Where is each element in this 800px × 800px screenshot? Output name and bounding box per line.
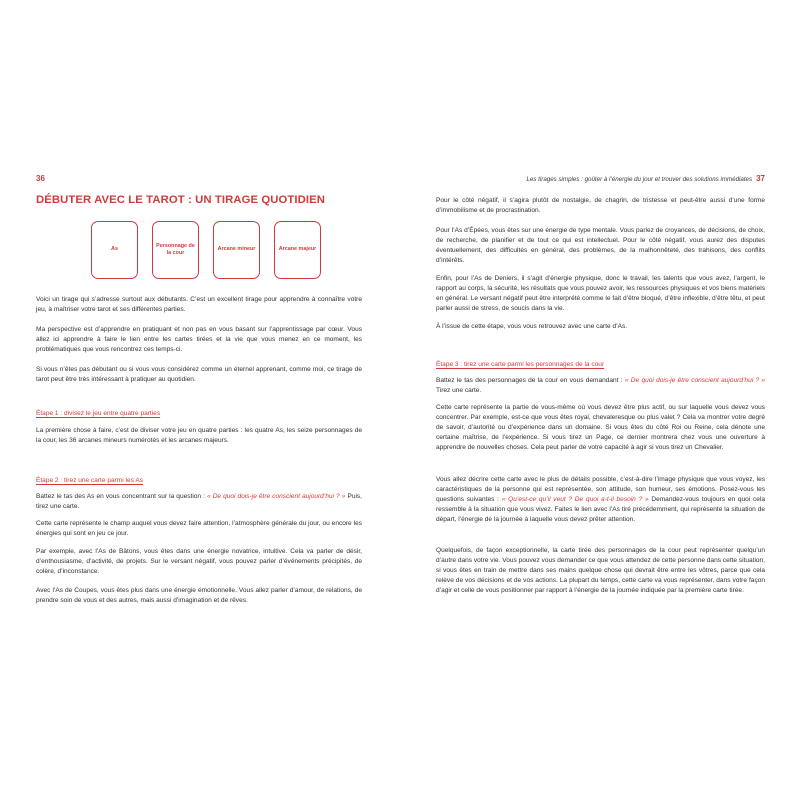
paragraph: Par exemple, avec l’As de Bâtons, vous êtes dans une énergie novatrice, intuitive. Cela va parler de désir, d’enthousiasme, d’activité, de projets. Sur le versant négatif, vous pouvez parler d’événements précipités, de colère, d’inconstance. [36, 548, 362, 576]
question-quote: « De quoi dois-je être conscient aujourd’hui ? » [624, 377, 765, 384]
page-number: 36 [36, 174, 45, 183]
step-heading: Étape 1 : divisez le jeu entre quatre parties [36, 410, 161, 417]
paragraph: Battez le tas des personnages de la cour en vous demandant : « De quoi dois-je être conscient aujourd’hui ? » Tirez une carte. [436, 377, 765, 395]
paragraph: Avec l’As de Coupes, vous êtes plus dans une énergie émotionnelle. Vous allez parler d’amour, de relations, de prendre soin de vous et des autres, mais aussi d’imagination et de rêves. [36, 587, 362, 605]
card-spread [91, 221, 341, 283]
question-quote: « Qu’est-ce qu’il veut ? De quoi a-t-il besoin ? » [501, 496, 649, 504]
chapter-title: DÉBUTER AVEC LE TAROT : UN TIRAGE QUOTIDIEN [36, 194, 326, 206]
paragraph: Pour l’As d’Épées, vous êtes sur une énergie de type mentale. Vous parlez de croyances, de décisions, de choix, de recherche, de planifier et de tout ce qui est intellectuel. Pour le côté négatif, vous aurez des disputes éventuellement, des difficultés en général, des problèmes, de la malhonnêteté, des trahisons, des conflits d’intérêts. [436, 227, 765, 265]
page-number: 37 [756, 174, 765, 183]
card-arcane-mineur: Arcane mineur [213, 221, 260, 279]
question-quote: « De quoi dois-je être conscient aujourd’hui ? » [207, 493, 346, 500]
paragraph: La première chose à faire, c’est de diviser votre jeu en quatre parties : les quatre As, les seize personnages de la cour, les 36 arcanes mineurs numérotés et les arcanes majeurs. [36, 427, 362, 445]
running-head: Les tirages simples : goûter à l’énergie du jour et trouver des solutions immédiates 37 [526, 174, 765, 183]
paragraph: Si vous n’êtes pas débutant ou si vous vous considérez comme un éternel apprenant, comme moi, ce tirage de tarot peut être très intéressant à pratiquer au quotidien. [36, 366, 362, 384]
step-heading: Étape 2 : tirez une carte parmi les As [36, 477, 143, 484]
paragraph: À l’issue de cette étape, vous vous retrouvez avec une carte d’As. [436, 323, 628, 330]
paragraph: Ma perspective est d’apprendre en pratiquant et non pas en vous basant sur l’apprentissage par cœur. Vous allez ici apprendre à faire le lien entre les cartes tirées et la vie que vous menez en ce moment, les problématiques que vous rencontrez ces temps-ci. [36, 326, 362, 354]
right-page [436, 0, 765, 800]
paragraph: Quelquefois, de façon exceptionnelle, la carte tirée des personnages de la cour peut représenter quelqu’un d’autre dans votre vie. Vous pouvez vous demander ce que vous attendez de cette personne dans cette situation, si vous êtes en train de mettre dans ses mains quelque chose qui devrait être entre les vôtres, parce que cela relève de vos décisions et de vos actions. La plupart du temps, cette carte va vous représenter, dans votre façon d’agir et celle de vous positionner par rapport à l’énergie de la journée indiquée par la première carte tirée. [436, 547, 766, 595]
paragraph: Enfin, pour l’As de Deniers, il s’agit d’énergie physique, donc le travail, les talents que vous avez, l’argent, le rapport au corps, la sécurité, les résultats que vous pouvez avoir, les ressources physiques et vos biens matériels en général. Le versant négatif peut être interprété comme le fait d’être bloqué, d’être inflexible, d’être têtu, et peut parler aussi de stress, de soucis dans la vie. [436, 275, 765, 313]
paragraph: Cette carte représente le champ auquel vous devez faire attention, l’atmosphère générale du jour, ou encore les énergies qui sont en jeu ce jour. [36, 520, 362, 538]
paragraph: Battez le tas des As en vous concentrant sur la question : « De quoi dois-je être conscient aujourd’hui ? » Puis, tirez une carte. [36, 493, 363, 511]
paragraph: Pour le côté négatif, il s’agira plutôt de nostalgie, de chagrin, de tristesse et peut-être aussi d’une forme d’immobilisme et de procrastination. [436, 197, 765, 215]
paragraph: Cette carte représente la partie de vous-même où vous devez être plus actif, ou sur laquelle vous devez vous concentrer. Par exemple, est-ce que vous êtes royal, chevaleresque ou plus valet ? Cela va montrer votre degré de savoir, d’autorité ou d’expérience dans un domaine. Si vous êtes du côté Roi ou Reine, cela dénote une certaine maîtrise, de l’expérience. Si vous tirez un Page, ce dernier montrera chez vous une ouverture à apprendre de nouvelles choses. Cela peut parler de votre capacité à agir si vous tirez un Chevalier. [436, 404, 765, 452]
paragraph: Voici un tirage qui s’adresse surtout aux débutants. C’est un excellent tirage pour apprendre à connaître votre jeu, à maîtriser votre tarot et ses différentes parties. [36, 296, 362, 314]
card-personnage: Personnage de la cour [152, 221, 199, 279]
card-as: As [91, 221, 138, 279]
left-page [36, 0, 388, 800]
card-arcane-majeur: Arcane majeur [274, 221, 321, 279]
step-heading: Étape 3 : tirez une carte parmi les personnages de la cour [436, 361, 605, 368]
paragraph: Vous allez décrire cette carte avec le plus de détails possible, c’est-à-dire l’image physique que vous voyez, les caractéristiques de la personne qui est représentée, son attitude, son humeur, ses émotions. Posez-vous les questions suivantes : « Qu’est-ce qu’il veut ? De quoi a-t-il besoin ? » Demandez-vous toujours en quoi cela ressemble à la situation que vous vivez. Faites le lien avec l’As tiré précédemment, qui représente la situation de départ, l’énergie de la journée à laquelle vous devez prêter attention. [436, 476, 765, 524]
